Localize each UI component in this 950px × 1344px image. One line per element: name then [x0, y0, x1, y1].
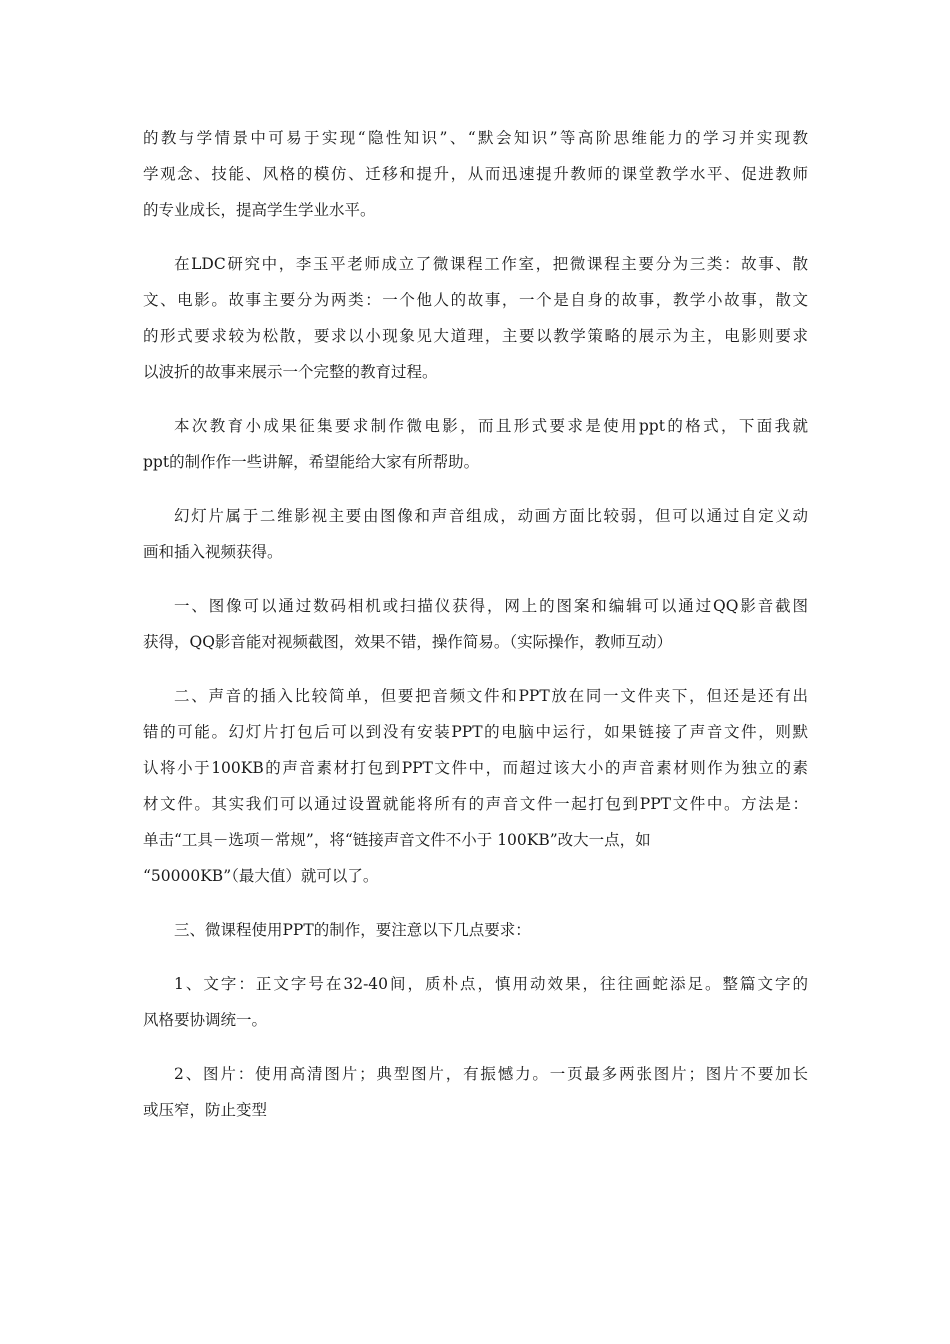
paragraph-section-ppt: [143, 912, 808, 948]
paragraph-section-images: [143, 588, 808, 660]
text-line: 单击“工具－选项－常规”，将“链接声音文件不小于 100KB”改大一点，如: [143, 831, 651, 849]
text-line: 的教与学情景中可易于实现“隐性知识”、“默会知识”等高阶思维能力的学习并实现教: [143, 129, 808, 147]
text-line: 在LDC研究中，李玉平老师成立了微课程工作室，把微课程主要分为三类：故事、散: [174, 255, 808, 273]
text-line: 的形式要求较为松散，要求以小现象见大道理，主要以教学策略的展示为主，电影则要求: [143, 327, 808, 345]
text-line: 材文件。其实我们可以通过设置就能将所有的声音文件一起打包到PPT文件中。方法是：: [143, 795, 808, 813]
document-body: [143, 120, 808, 1146]
text-line: 幻灯片属于二维影视主要由图像和声音组成，动画方面比较弱，但可以通过自定义动: [174, 507, 808, 525]
paragraph-item-text: [143, 966, 808, 1038]
text-line: 1、文字：正文字号在32-40间，质朴点，慎用动效果，往往画蛇添足。整篇文字的: [174, 975, 808, 993]
text-line: 以波折的故事来展示一个完整的教育过程。: [143, 363, 438, 381]
paragraph-section-audio: [143, 678, 808, 894]
paragraph-slides-intro: [143, 498, 808, 570]
paragraph-ldc-research: [143, 246, 808, 390]
text-line: 2、图片：使用高清图片；典型图片，有振憾力。一页最多两张图片；图片不要加长: [174, 1065, 808, 1083]
text-line: 画和插入视频获得。: [143, 543, 283, 561]
text-line: 或压窄，防止变型: [143, 1101, 268, 1119]
paragraph-item-images: [143, 1056, 808, 1128]
paragraph-collection-requirement: [143, 408, 808, 480]
text-line: 二、声音的插入比较简单，但要把音频文件和PPT放在同一文件夹下，但还是还有出: [174, 687, 808, 705]
text-line: 的专业成长，提高学生学业水平。: [143, 201, 376, 219]
text-line: 文、电影。故事主要分为两类：一个他人的故事，一个是自身的故事，教学小故事，散文: [143, 291, 808, 309]
text-line: 错的可能。幻灯片打包后可以到没有安装PPT的电脑中运行，如果链接了声音文件，则默: [143, 723, 808, 741]
paragraph-intro-continued: [143, 120, 808, 228]
text-line: “50000KB”（最大值）就可以了。: [143, 867, 379, 885]
text-line: 获得，QQ影音能对视频截图，效果不错，操作简易。（实际操作，教师互动）: [143, 633, 673, 651]
text-line: ppt的制作作一些讲解，希望能给大家有所帮助。: [143, 453, 480, 471]
text-line: 本次教育小成果征集要求制作微电影，而且形式要求是使用ppt的格式，下面我就: [174, 417, 808, 435]
text-line: 一、图像可以通过数码相机或扫描仪获得，网上的图案和编辑可以通过QQ影音截图: [174, 597, 808, 615]
text-line: 三、微课程使用PPT的制作，要注意以下几点要求：: [174, 921, 531, 939]
text-line: 学观念、技能、风格的模仿、迁移和提升，从而迅速提升教师的课堂教学水平、促进教师: [143, 165, 808, 183]
text-line: 认将小于100KB的声音素材打包到PPT文件中，而超过该大小的声音素材则作为独立的素: [143, 759, 808, 777]
text-line: 风格要协调统一。: [143, 1011, 268, 1029]
